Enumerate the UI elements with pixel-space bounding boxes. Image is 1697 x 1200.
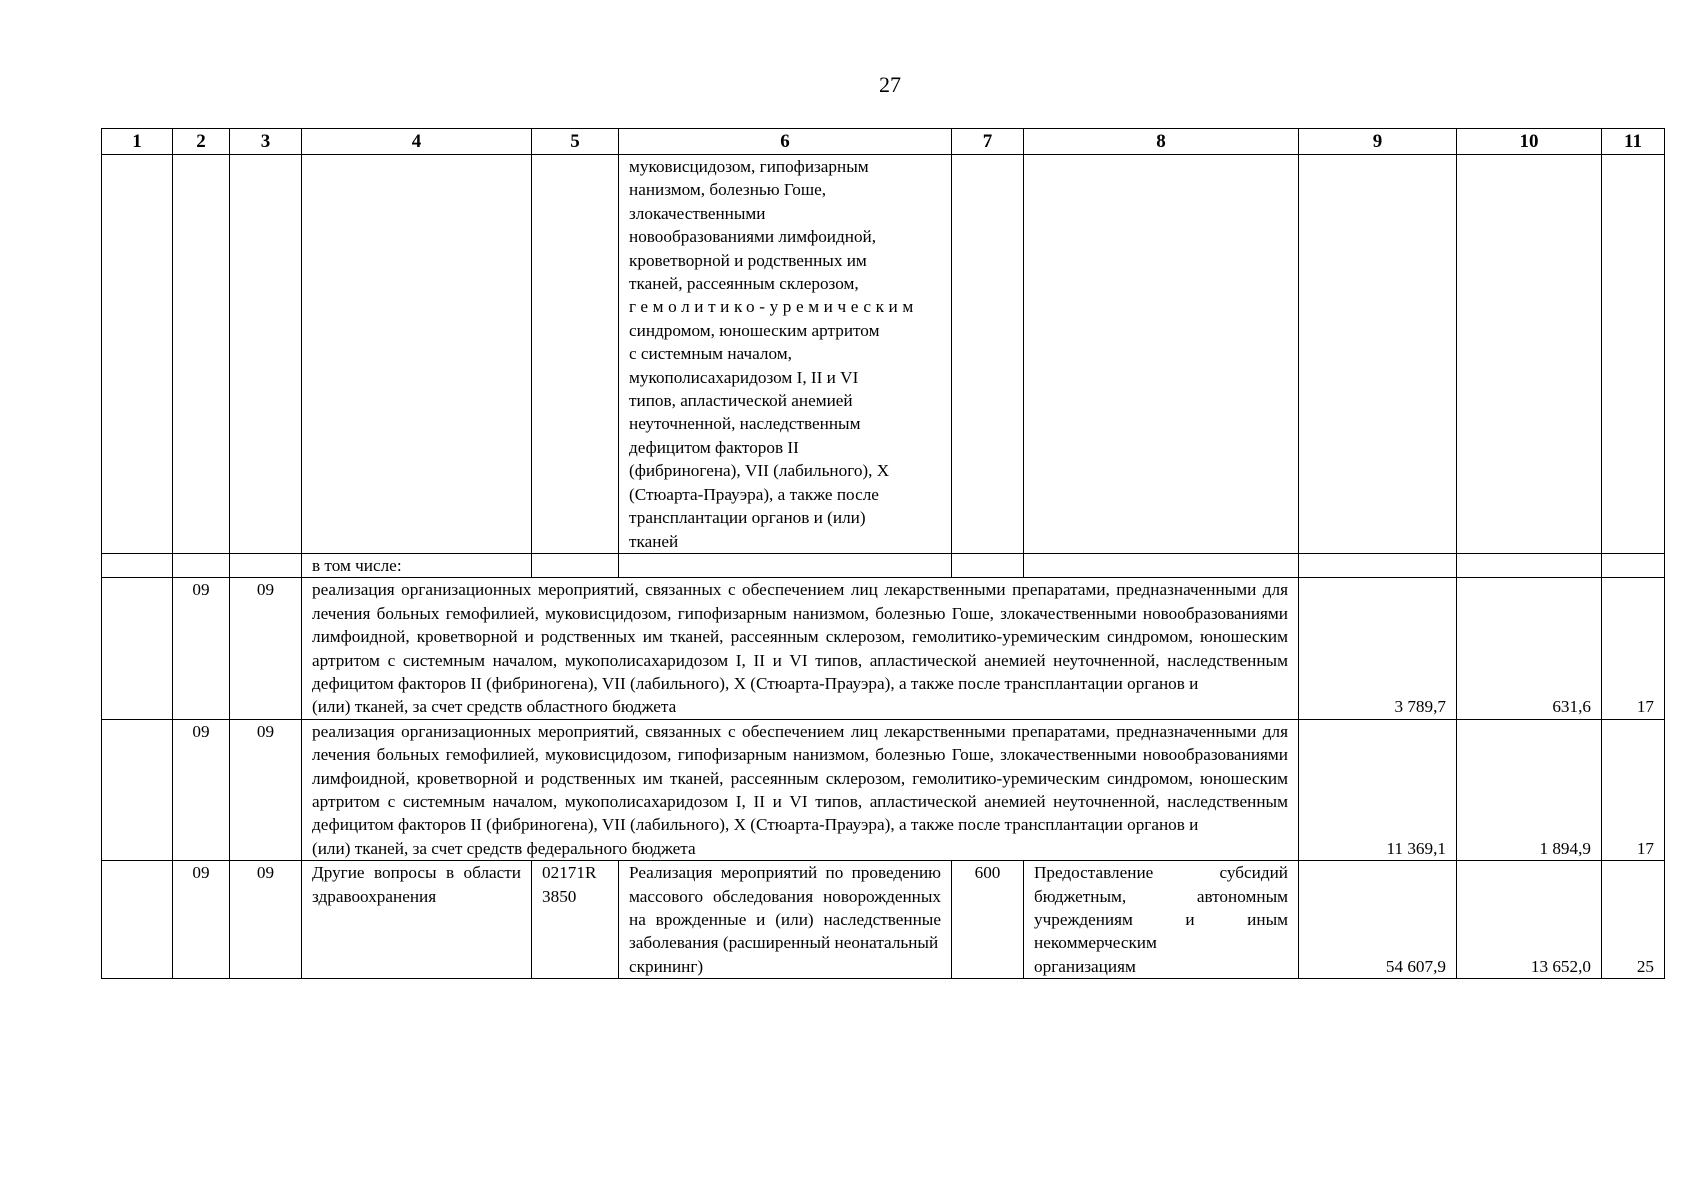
amount-col10: 631,6 [1457, 578, 1602, 719]
section-code: 09 [173, 719, 230, 860]
budget-table [101, 128, 1665, 979]
header-cell: 6 [619, 129, 952, 155]
description-text: Предоставление субсидий бюджетным, автономным учреждениям и иным некоммерческим [1034, 863, 1288, 953]
subsection-code: 09 [230, 861, 302, 979]
header-cell: 4 [302, 129, 532, 155]
description-line: с системным началом, [629, 344, 792, 364]
description-line: кроветворной и родственных им [629, 250, 867, 270]
percent-col11: 17 [1602, 578, 1665, 719]
header-cell: 8 [1024, 129, 1299, 155]
description-line: типов, апластической анемией [629, 391, 853, 411]
description-text-last-line: (или) тканей, за счет средств федерального бюджета [312, 838, 696, 858]
description-line: муковисцидозом, гипофизарным [629, 157, 869, 176]
header-cell: 7 [952, 129, 1024, 155]
description-line: новообразованиями лимфоидной, [629, 227, 877, 247]
amount-col9: 3 789,7 [1299, 578, 1457, 719]
percent-col11: 17 [1602, 719, 1665, 860]
description-text-last-line: скрининг) [629, 956, 704, 976]
section-name: Другие вопросы в области здравоохранения [302, 861, 532, 979]
target-article-code: 02171R 3850 [532, 861, 619, 979]
amount-col9: 54 607,9 [1299, 861, 1457, 979]
merged-description [302, 719, 1299, 860]
program-description-cell [619, 155, 952, 554]
description-text: Реализация мероприятий по проведению массового обследования новорожденных на врожденные и (или) наследственные заболевания (расширенный неонатальный [629, 863, 941, 953]
header-cell: 11 [1602, 129, 1665, 155]
description-text: реализация организационных мероприятий, связанных с обеспечением лиц лекарственными препаратами, предназначенными для лечения больных гемофилией, муковисцидозом, гипофизарным нанизмом, болезнью Гоше, злокачественными новообразованиями лимфоидной, кроветворной и родственных им тканей, рассеянным склерозом, гемолитико-уремическим синдромом, юношеским артритом с системным началом, мукополисахаридозом I, II и VI типов, апластической анемией неуточненной, наследственным дефицитом факторов II (фибриногена), VII (лабильного), X (Стюарта-Прауэра), а также после трансплантации органов и [312, 721, 1288, 835]
description-line: синдромом, юношеским артритом [629, 320, 880, 340]
expense-type-code: 600 [952, 861, 1024, 979]
description-line: неуточненной, наследственным [629, 414, 861, 434]
merged-description [302, 578, 1299, 719]
amount-col10: 13 652,0 [1457, 861, 1602, 979]
description-line: дефицитом факторов II [629, 437, 799, 457]
description-line: тканей [629, 531, 679, 551]
header-cell: 3 [230, 129, 302, 155]
table-header-row [102, 129, 1665, 155]
page-number: 27 [879, 72, 901, 97]
amount-col10: 1 894,9 [1457, 719, 1602, 860]
description-line: злокачественными [629, 203, 766, 223]
expense-type-name [1024, 861, 1299, 979]
percent-col11: 25 [1602, 861, 1665, 979]
table-row [102, 553, 1665, 577]
table-row [102, 155, 1665, 554]
description-line: мукополисахаридозом I, II и VI [629, 367, 859, 387]
description-line: нанизмом, болезнью Гоше, [629, 180, 827, 200]
description-line: (Стюарта-Прауэра), а также после [629, 484, 879, 504]
description-line: трансплантации органов и (или) [629, 508, 866, 528]
description-text: реализация организационных мероприятий, связанных с обеспечением лиц лекарственными препаратами, предназначенными для лечения больных гемофилией, муковисцидозом, гипофизарным нанизмом, болезнью Гоше, злокачественными новообразованиями лимфоидной, кроветворной и родственных им тканей, рассеянным склерозом, гемолитико-уремическим синдромом, юношеским артритом с системным началом, мукополисахаридозом I, II и VI типов, апластической анемией неуточненной, наследственным дефицитом факторов II (фибриногена), VII (лабильного), X (Стюарта-Прауэра), а также после трансплантации органов и [312, 580, 1288, 693]
subsection-label: в том числе: [302, 553, 532, 577]
section-code: 09 [173, 578, 230, 719]
description-line: тканей, рассеянным склерозом, [629, 274, 859, 294]
description-line: (фибриногена), VII (лабильного), X [629, 461, 890, 481]
subsection-code: 09 [230, 578, 302, 719]
subsection-code: 09 [230, 719, 302, 860]
header-cell: 5 [532, 129, 619, 155]
description-text-last-line: (или) тканей, за счет средств областного бюджета [312, 697, 677, 717]
program-description-cell [619, 861, 952, 979]
section-code: 09 [173, 861, 230, 979]
table-row [102, 861, 1665, 979]
header-cell: 9 [1299, 129, 1457, 155]
table-row [102, 578, 1665, 719]
description-line: гемолитико-уремическим [629, 297, 918, 317]
header-cell: 2 [173, 129, 230, 155]
table-row [102, 719, 1665, 860]
header-cell: 1 [102, 129, 173, 155]
amount-col9: 11 369,1 [1299, 719, 1457, 860]
header-cell: 10 [1457, 129, 1602, 155]
description-text-last-line: организациям [1034, 956, 1136, 976]
